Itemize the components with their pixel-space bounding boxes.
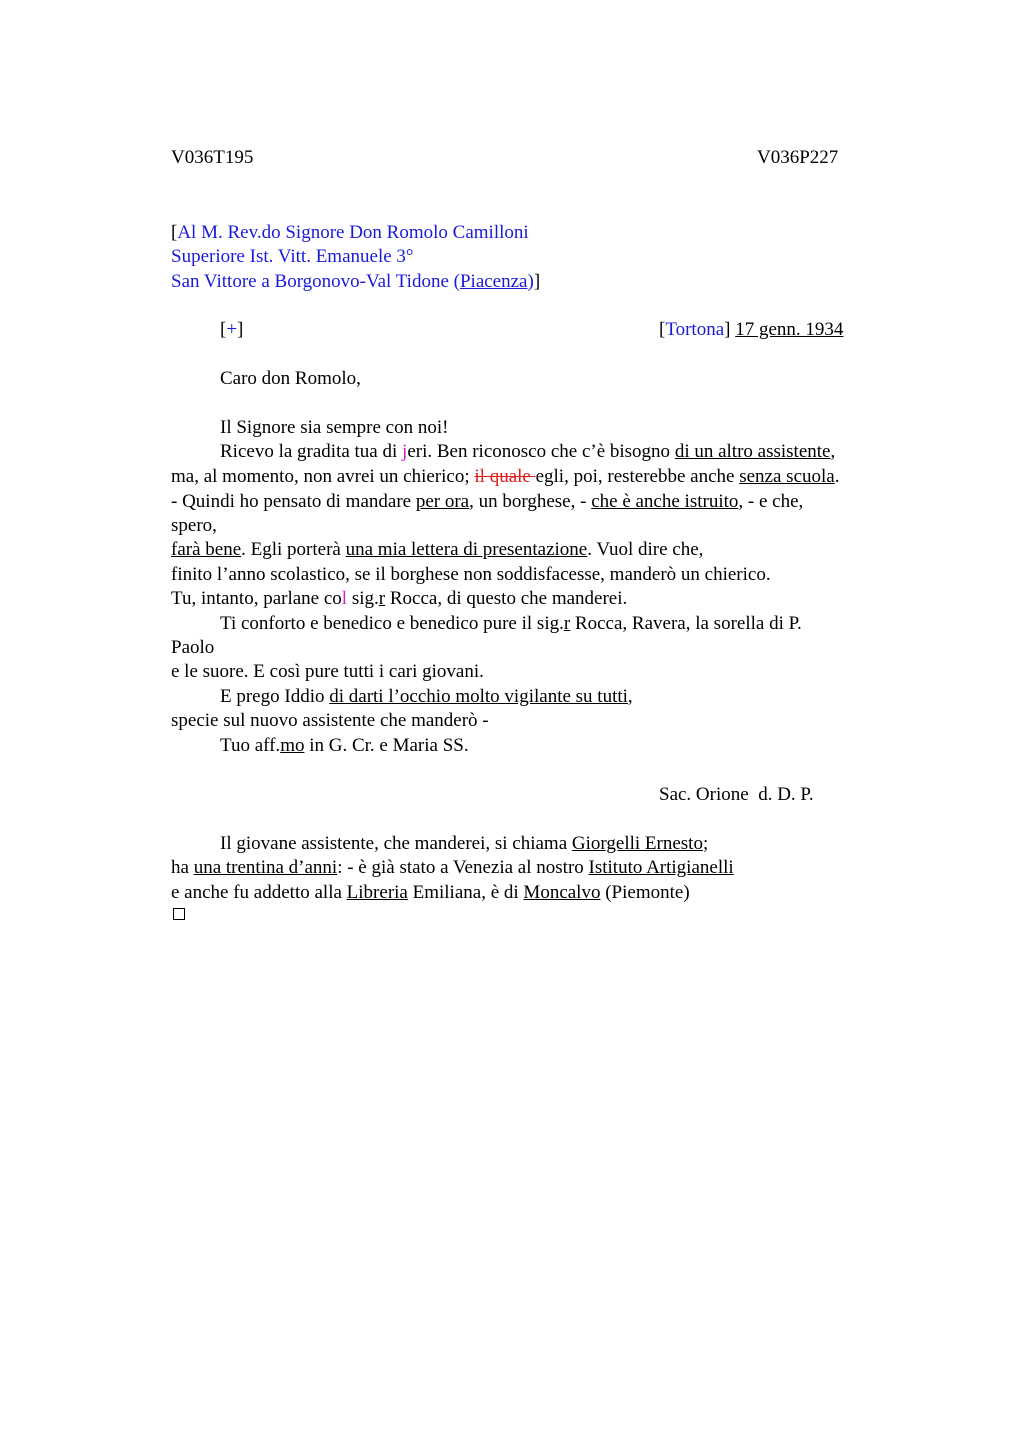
- signature: Sac. Orione d. D. P.: [659, 784, 814, 805]
- address-line-2: Superiore Ist. Vitt. Emanuele 3°: [171, 246, 414, 267]
- cross-mark: [+]: [220, 319, 244, 340]
- postscript-line-3: e anche fu addetto alla Libreria Emiliana, è di Moncalvo (Piemonte): [171, 882, 690, 903]
- address-line-3: San Vittore a Borgonovo-Val Tidone (Piacenza)]: [171, 271, 541, 292]
- postscript-line-1: Il giovane assistente, che manderei, si chiama Giorgelli Ernesto;: [220, 833, 709, 854]
- place: Tortona: [665, 319, 725, 340]
- document-code-right: V036P227: [757, 147, 839, 168]
- body-line-7: finito l’anno scolastico, se il borghese non soddisfacesse, manderò un chierico.: [171, 564, 771, 585]
- body-line-10: Paolo: [171, 637, 215, 658]
- body-line-13: specie sul nuovo assistente che manderò -: [171, 710, 489, 731]
- end-marker-box: [173, 908, 185, 920]
- body-line-8: Tu, intanto, parlane col sig.r Rocca, di questo che manderei.: [171, 588, 628, 609]
- body-line-2: Ricevo la gradita tua di jeri. Ben riconosco che c’è bisogno di un altro assistente,: [220, 441, 836, 462]
- body-line-12: E prego Iddio di darti l’occhio molto vigilante su tutti,: [220, 686, 633, 707]
- dateline: [Tortona] 17 genn. 1934: [659, 319, 844, 340]
- body-line-5: spero,: [171, 515, 217, 536]
- body-line-1: Il Signore sia sempre con noi!: [220, 417, 449, 438]
- body-line-3: ma, al momento, non avrei un chierico; il quale egli, poi, resterebbe anche senza scuola.: [171, 466, 840, 487]
- body-line-4: - Quindi ho pensato di mandare per ora, un borghese, - che è anche istruito, - e che,: [171, 491, 804, 512]
- document-code-left: V036T195: [171, 147, 254, 168]
- greeting: Caro don Romolo,: [220, 368, 361, 389]
- date: 17 genn. 1934: [735, 319, 844, 340]
- deleted-text: il quale: [474, 466, 536, 487]
- address-line-1: [Al M. Rev.do Signore Don Romolo Camilloni: [171, 222, 529, 243]
- address-province: Piacenza: [459, 271, 528, 292]
- closing-line: Tuo aff.mo in G. Cr. e Maria SS.: [220, 735, 469, 756]
- address-recipient: Al M. Rev.do Signore Don Romolo Camilloni: [177, 222, 529, 243]
- body-line-6: farà bene. Egli porterà una mia lettera di presentazione. Vuol dire che,: [171, 539, 704, 560]
- body-line-9: Ti conforto e benedico e benedico pure il sig.r Rocca, Ravera, la sorella di P.: [220, 613, 802, 634]
- body-line-11: e le suore. E così pure tutti i cari giovani.: [171, 661, 484, 682]
- postscript-line-2: ha una trentina d’anni: - è già stato a Venezia al nostro Istituto Artigianelli: [171, 857, 734, 878]
